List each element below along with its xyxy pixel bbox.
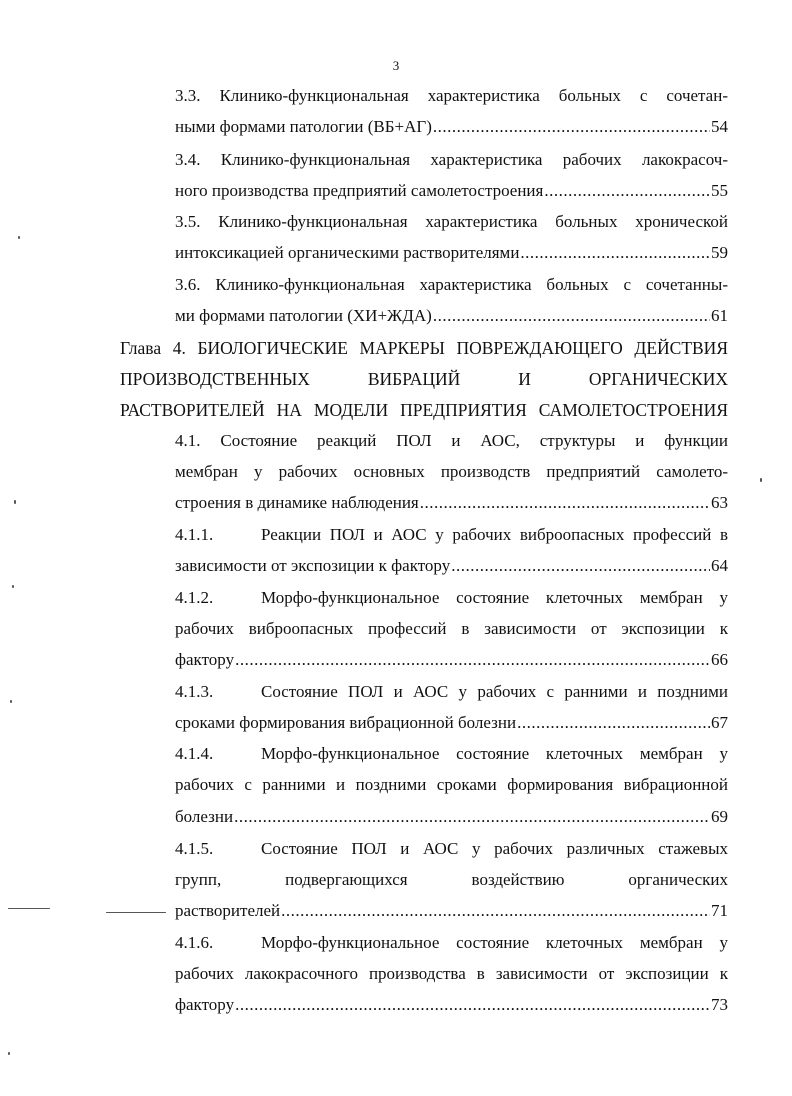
- section-number: 4.1.4.: [175, 744, 214, 763]
- dot-leader: [281, 900, 710, 922]
- section-number: 4.1.3.: [175, 682, 214, 701]
- dot-leader: [234, 806, 710, 828]
- toc-4-1-2-line-3: [175, 649, 728, 671]
- toc-4-1-line-1: 4.1. Состояние реакций ПОЛ и АОС, структуры и функции: [175, 431, 728, 450]
- toc-3-5-line-2: [175, 242, 728, 264]
- chapter-4-heading-line-1: Глава 4. БИОЛОГИЧЕСКИЕ МАРКЕРЫ ПОВРЕЖДАЮЩЕГО ДЕЙСТВИЯ: [120, 338, 728, 358]
- toc-page-number: 66: [711, 650, 728, 669]
- toc-4-1-5-line-2: групп, подвергающихся воздействию органических: [175, 870, 728, 889]
- toc-entry-text: ного производства предприятий самолетостроения: [175, 181, 544, 200]
- toc-4-1-2-line-2: рабочих виброопасных профессий в зависимости от экспозиции к: [175, 619, 728, 638]
- dot-leader: [420, 492, 710, 514]
- dot-leader: [451, 555, 710, 577]
- toc-entry-text: ми формами патологии (ХИ+ЖДА): [175, 306, 432, 325]
- toc-page-number: 55: [711, 181, 728, 200]
- section-number: 4.1.1.: [175, 525, 214, 544]
- toc-4-1-3-line-2: [175, 712, 728, 734]
- toc-3-4-line-2: [175, 180, 728, 202]
- toc-entry-text: Морфо-функциональное состояние клеточных мембран у: [261, 588, 728, 607]
- dot-leader: [520, 242, 710, 264]
- toc-4-1-2-line-1: [175, 587, 728, 609]
- scan-speck: [18, 236, 20, 239]
- toc-4-1-4-line-1: [175, 743, 728, 765]
- toc-entry-text: фактору: [175, 650, 235, 669]
- toc-entry-text: зависимости от экспозиции к фактору: [175, 556, 451, 575]
- section-number: 4.1.5.: [175, 839, 214, 858]
- toc-entry-text: ными формами патологии (ВБ+АГ): [175, 117, 432, 136]
- toc-4-1-4-line-3: [175, 806, 728, 828]
- toc-4-1-1-line-2: [175, 555, 728, 577]
- dot-leader: [433, 305, 710, 327]
- toc-4-1-6-line-1: [175, 932, 728, 954]
- toc-4-1-6-line-3: [175, 994, 728, 1016]
- toc-entry-text: фактору: [175, 995, 235, 1014]
- scan-speck: [14, 500, 16, 504]
- toc-4-1-1-line-1: [175, 524, 728, 546]
- section-number: 4.1.2.: [175, 588, 214, 607]
- toc-3-4-line-1: 3.4. Клинико-функциональная характеристика рабочих лакокрасоч-: [175, 150, 728, 169]
- scan-speck: [8, 1052, 10, 1055]
- toc-page-number: 69: [711, 807, 728, 826]
- toc-4-1-5-line-1: [175, 838, 728, 860]
- toc-entry-text: Морфо-функциональное состояние клеточных мембран у: [261, 744, 728, 763]
- chapter-4-heading-line-3: РАСТВОРИТЕЛЕЙ НА МОДЕЛИ ПРЕДПРИЯТИЯ САМОЛЕТОСТРОЕНИЯ: [120, 400, 728, 420]
- toc-4-1-5-line-3: [175, 900, 728, 922]
- toc-page-number: 67: [711, 713, 728, 732]
- scan-speck: [12, 585, 14, 588]
- dot-leader: [235, 994, 710, 1016]
- toc-3-6-line-2: [175, 305, 728, 327]
- toc-page-number: 61: [711, 306, 728, 325]
- toc-entry-text: сроками формирования вибрационной болезни: [175, 713, 517, 732]
- dot-leader: [433, 116, 710, 138]
- scan-speck: [10, 700, 12, 703]
- toc-page-number: 63: [711, 493, 728, 512]
- toc-3-6-line-1: 3.6. Клинико-функциональная характеристика больных с сочетанны-: [175, 275, 728, 294]
- toc-4-1-line-2: мембран у рабочих основных производств предприятий самолето-: [175, 462, 728, 481]
- toc-3-3-line-2: [175, 116, 728, 138]
- toc-entry-text: Реакции ПОЛ и АОС у рабочих виброопасных профессий в: [261, 525, 728, 544]
- toc-page-number: 73: [711, 995, 728, 1014]
- toc-4-1-4-line-2: рабочих с ранними и поздними сроками формирования вибрационной: [175, 775, 728, 794]
- section-number: 4.1.6.: [175, 933, 214, 952]
- toc-entry-text: Морфо-функциональное состояние клеточных мембран у: [261, 933, 728, 952]
- dot-leader: [544, 180, 710, 202]
- toc-3-5-line-1: 3.5. Клинико-функциональная характеристика больных хронической: [175, 212, 728, 231]
- toc-3-3-line-1: 3.3. Клинико-функциональная характеристика больных с сочетан-: [175, 86, 728, 105]
- toc-page-number: 59: [711, 243, 728, 262]
- dot-leader: [517, 712, 710, 734]
- toc-entry-text: интоксикацией органическими растворителями: [175, 243, 520, 262]
- dot-leader: [235, 649, 710, 671]
- toc-4-1-6-line-2: рабочих лакокрасочного производства в зависимости от экспозиции к: [175, 964, 728, 983]
- chapter-4-heading-line-2: ПРОИЗВОДСТВЕННЫХ ВИБРАЦИЙ И ОРГАНИЧЕСКИХ: [120, 369, 728, 389]
- toc-entry-text: строения в динамике наблюдения: [175, 493, 419, 512]
- toc-page-number: 54: [711, 117, 728, 136]
- scan-speck: [8, 908, 50, 909]
- scan-speck: [106, 912, 166, 913]
- toc-entry-text: Состояние ПОЛ и АОС у рабочих с ранними и поздними: [261, 682, 728, 701]
- toc-page-number: 64: [711, 556, 728, 575]
- toc-4-1-3-line-1: [175, 681, 728, 703]
- toc-page-number: 71: [711, 901, 728, 920]
- page-number: 3: [392, 58, 400, 73]
- toc-entry-text: Состояние ПОЛ и АОС у рабочих различных стажевых: [261, 839, 728, 858]
- toc-entry-text: болезни: [175, 807, 234, 826]
- toc-entry-text: растворителей: [175, 901, 281, 920]
- toc-4-1-line-3: [175, 492, 728, 514]
- scan-speck: [760, 478, 762, 482]
